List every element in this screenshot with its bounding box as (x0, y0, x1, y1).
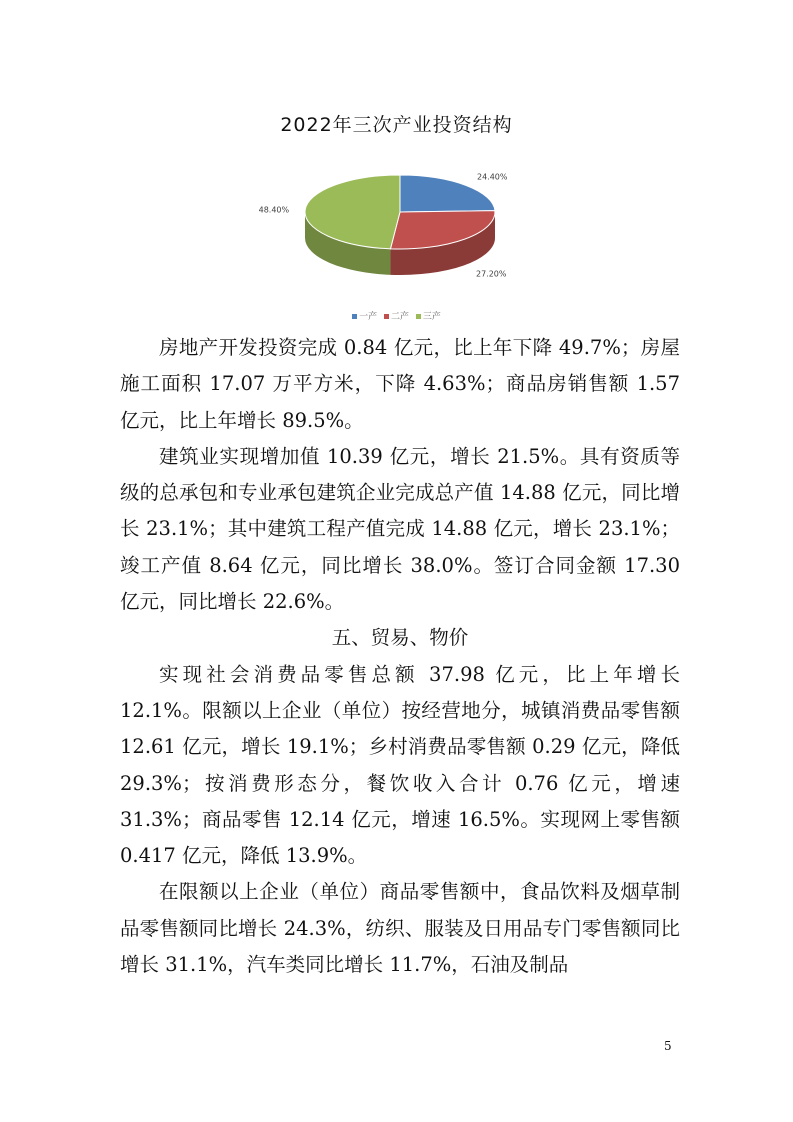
paragraph-retail: 实现社会消费品零售总额 37.98 亿元，比上年增长 12.1%。限额以上企业（单位）按经营地分，城镇消费品零售额 12.61 亿元，增长 19.1%；乡村消费品零售额 0.29 亿元，降低 29.3%；按消费形态分，餐饮收入合计 0.76 亿元，增速 31.3%；商品零售 12.14 亿元，增速 16.5%。实现网上零售额 0.417 亿元，降低 13.9%。 (120, 662, 680, 868)
legend-label: 三产 (422, 312, 441, 322)
chart-legend (0, 309, 793, 322)
chart-title: 2022年三次产业投资结构 (280, 114, 513, 136)
paragraph-retail-categories: 在限额以上企业（单位）商品零售额中，食品饮料及烟草制品零售额同比增长 24.3%，纺织、服装及日用品专门零售额同比增长 31.1%，汽车类同比增长 11.7%，石油及制品 (120, 880, 680, 977)
legend-swatch (352, 314, 357, 319)
legend-item (384, 309, 409, 322)
pie-chart (250, 160, 550, 300)
section-heading: 五、贸易、物价 (331, 626, 469, 650)
legend-swatch (416, 314, 421, 319)
legend-item (352, 309, 377, 322)
legend-swatch (384, 314, 389, 319)
legend-item (416, 309, 441, 322)
legend-label: 二产 (390, 312, 409, 322)
document-body (120, 330, 680, 983)
pie-data-label: 48.40% (258, 205, 290, 215)
pie-data-label: 27.20% (475, 269, 507, 279)
page-number: 5 (664, 1039, 672, 1053)
legend-label: 一产 (359, 312, 378, 322)
pie-data-label: 24.40% (476, 172, 508, 182)
paragraph-construction: 建筑业实现增加值 10.39 亿元，增长 21.5%。具有资质等级的总承包和专业承包建筑企业完成总产值 14.88 亿元，同比增长 23.1%；其中建筑工程产值完成 14.88 亿元，增长 23.1%；竣工产值 8.64 亿元，同比增长 38.0%。签订合同金额 17.30 亿元，同比增长 22.6%。 (120, 444, 680, 614)
paragraph-real-estate: 房地产开发投资完成 0.84 亿元，比上年下降 49.7%；房屋施工面积 17.07 万平方米，下降 4.63%；商品房销售额 1.57 亿元，比上年增长 89.5%。 (120, 336, 680, 432)
